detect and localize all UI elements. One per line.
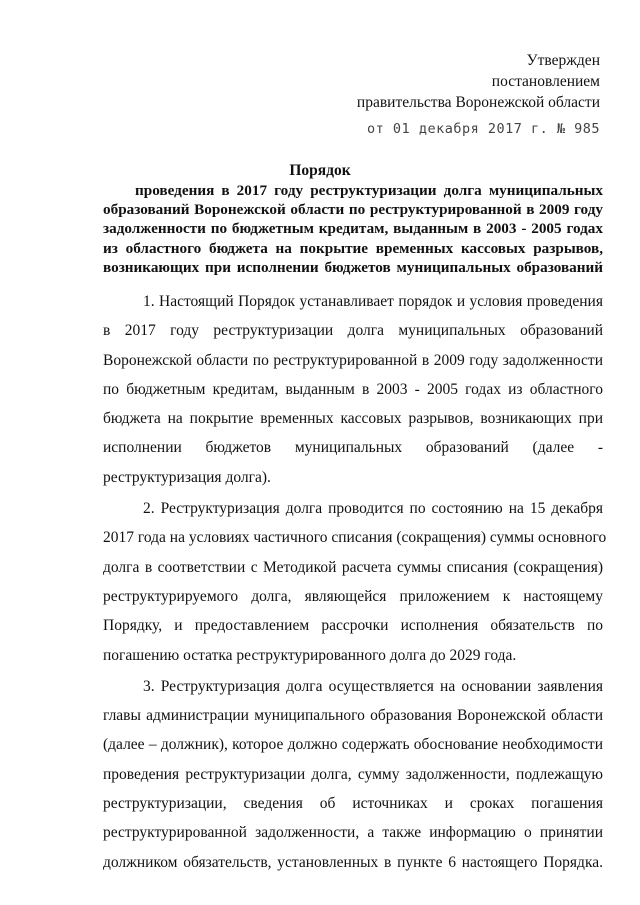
approval-line-1: Утвержден — [526, 52, 600, 69]
paragraph-line: реструктуризация долга). — [103, 468, 271, 486]
paragraph-line: главы администрации муниципального образования Воронежской области — [103, 707, 603, 725]
paragraph-line: Порядку, и предоставлением рассрочки исполнения обязательств по — [103, 617, 603, 635]
subtitle-line: проведения в 2017 году реструктуризации долга муниципальных — [135, 182, 603, 199]
paragraph-line: 1. Настоящий Порядок устанавливает порядок и условия проведения — [143, 293, 603, 310]
paragraph-line: реструктурированной задолженности, а также информацию о принятии — [103, 824, 603, 842]
approval-line-2: постановлением — [491, 73, 600, 90]
paragraph-line: 3. Реструктуризация долга осуществляется на основании заявления — [143, 677, 603, 695]
paragraph-line: в 2017 году реструктуризации долга муниципальных образований — [103, 322, 603, 340]
document-body — [103, 287, 607, 877]
paragraph-3 — [103, 672, 603, 877]
document-subtitle — [103, 181, 603, 277]
subtitle-line: образований Воронежской области по реструктурированной в 2009 году — [103, 201, 603, 219]
paragraph-line: 2017 года на условиях частичного списания (сокращения) суммы основного — [103, 529, 607, 547]
subtitle-line: из областного бюджета на покрытие временных кассовых разрывов, — [103, 239, 603, 257]
paragraph-line: погашению остатка реструктурированного долга до 2029 года. — [103, 646, 517, 664]
paragraph-line: проведения реструктуризации долга, сумму задолженности, подлежащую — [103, 765, 603, 783]
paragraph-line: долга в соответствии с Методикой расчета суммы списания (сокращения) — [103, 558, 603, 576]
paragraph-line: бюджета на покрытие временных кассовых разрывов, возникающих при — [103, 410, 603, 428]
paragraph-line: Воронежской области по реструктурированной в 2009 году задолженности — [103, 351, 603, 369]
paragraph-line: по бюджетным кредитам, выданным в 2003 - 2005 годах из областного — [103, 380, 603, 398]
paragraph-line: 2. Реструктуризация долга проводится по состоянию на 15 декабря — [143, 500, 603, 518]
paragraph-line: должником обязательств, установленных в пункте 6 настоящего Порядка. — [103, 853, 603, 871]
subtitle-line: возникающих при исполнении бюджетов муниципальных образований — [103, 258, 603, 276]
approval-block — [357, 50, 600, 140]
document-title: Порядок — [289, 162, 351, 179]
approval-date-stamp: от 01 декабря 2017 г. № 985 — [367, 121, 600, 137]
paragraph-line: реструктурируемого долга, являющейся приложением к настоящему — [103, 587, 603, 605]
paragraph-line: исполнении бюджетов муниципальных образований (далее - — [103, 439, 603, 457]
paragraph-2 — [103, 494, 607, 670]
paragraph-line: (далее – должник), которое должно содержать обоснование необходимости — [103, 736, 603, 754]
subtitle-line: задолженности по бюджетным кредитам, выданным в 2003 - 2005 годах — [103, 220, 603, 238]
approval-line-3: правительства Воронежской области — [356, 94, 600, 111]
paragraph-line: реструктуризации, сведения об источниках и сроках погашения — [103, 795, 603, 813]
paragraph-1 — [103, 287, 603, 492]
